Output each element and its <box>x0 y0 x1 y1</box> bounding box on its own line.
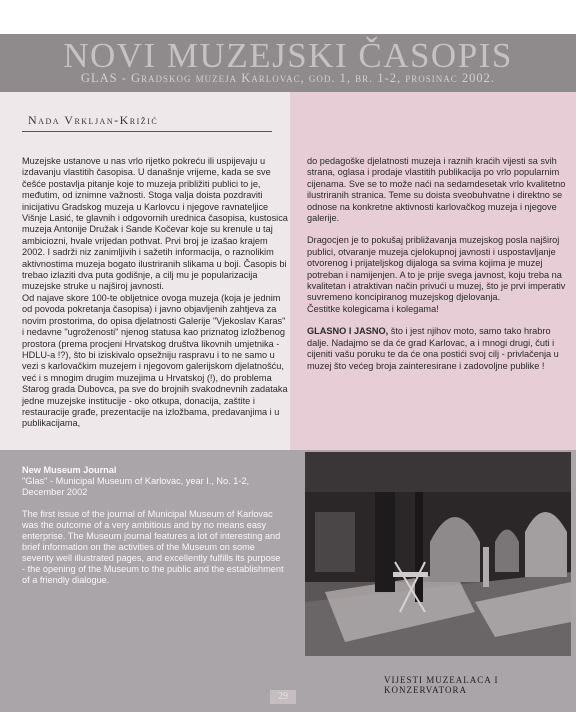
page-number: 29 <box>270 690 296 704</box>
page-subtitle: GLAS - Gradskog muzeja Karlovac, god. 1, br. 1-2, prosinac 2002. <box>80 71 496 85</box>
paragraph: Muzejske ustanove u nas vrlo rijetko pokreću ili uspijevaju u izdavanju vlastitih časopisa. U današnje vrijeme, kada se sve češće postavlja pitanje koje to muzeja približiti publici to je, međutim, od iznimne važnosti. Stoga valja doista pozdraviti inicijativu Gradskog muzeja u Karlovcu i njegove ravnateljice Višnje Lasić, te glavnih i odgovornih urednica časopisa, kustosica muzeja Antonije Družak i Sande Kočevar koje su krenule u taj ambiciozni, hvale vrijedan pothvat. Prvi broj je izašao krajem 2002. I sadrži niz zanimljivih i sažetih informacija, o raznolikim aktivnostima muzeja bogato ilustriranih slikama u boji. Časopis bi trebao izlaziti dva puta godišnje, a cilj mu je popularizacija muzejske struke u najširoj javnosti. <box>22 156 288 292</box>
article-column-1 <box>22 156 288 430</box>
paragraph: Od najave skore 100-te obljetnice ovoga muzeja (koja je jednim od povoda pokretanja časopisa) i javno objavljenih zahtjeva za novim prostorima, do opisa djelatnosti Galerije "Vjekoslav Karas" i nedavne "ugroženosti" njenog statusa kao priznatog izložbenog prostora (prema procjeni Hrvatskog društva likovnih umjetnika - HDLU-a !?), što bi iziskivalo opsežniju raspravu i to ne samo u vezi s karlovačkim muzejem i njegovom galerijskom djelatnošću, već i s mnogim drugim muzejima u Hrvatskoj (!), do problema Starog grada Dubovca, pa sve do brojnih svakodnevnih zadataka jedne muzejske institucije - oko otkupa, donacija, zaštite i restauracije građe, prezentacije na izložbama, predavanjima i u publikacijama, <box>22 292 288 429</box>
english-summary <box>22 465 284 586</box>
author-name: Nada Vrkljan-Križić <box>28 113 159 127</box>
footer-section-name: VIJESTI MUZEALACA I KONZERVATORA <box>384 675 499 695</box>
gallery-interior-image <box>305 452 571 656</box>
paragraph-text: što i jest njihov moto, samo tako hrabro dalje. Nadajmo se da će grad Karlovac, a i mnogi drugi, čuti i cijeniti vašu poruku te da će ona postići svoj cilj - privlačenja u muzej što većeg broja zainteresirane i zadovoljne publike ! <box>307 326 559 371</box>
paragraph: Dragocjen je to pokušaj približavanja muzejskog posla najširoj publici, otvaranje muzeja cjelokupnoj javnosti i uspostavljanje otvorenog i prijateljskog dijaloga sa svima kojima je muzej potreban i namijenjen. A to je prije svega javnost, koju treba na kvalitetan i atraktivan način privući u muzej, što je prvi imperativ suvremeno koncipiranog muzejskog djelovanja. <box>307 235 566 303</box>
gallery-photo <box>305 452 571 656</box>
page-title: NOVI MUZEJSKI ČASOPIS <box>63 36 513 75</box>
paragraph: Čestitke kolegicama i kolegama! <box>307 303 439 314</box>
summary-heading: New Museum Journal <box>22 465 117 475</box>
article-column-2 <box>307 156 569 372</box>
top-margin <box>0 0 576 34</box>
summary-source: "Glas" - Municipal Museum of Karlovac, year I., No. 1-2, December 2002 <box>22 476 250 497</box>
bold-lead: GLASNO I JASNO, <box>307 326 389 337</box>
paragraph <box>307 326 569 372</box>
author-divider <box>22 131 272 132</box>
summary-body: The first issue of the journal of Municipal Museum of Karlovac was the outcome of a very ambitious and by no means easy enterprise. The Museum journal features a lot of interesting and brief information on the activities of the Museum on some seventy well illustrated pages, and excellently fulfills its purpose - the opening of the Museum to the public and the establishment of a friendly dialogue. <box>22 509 284 585</box>
paragraph: do pedagoške djelatnosti muzeja i raznih kraćih vijesti sa svih strana, oglasa i prodaje vlastitih publikacija po vrlo popularnim cijenama. Sve se to može naći na sedamdesetak vrlo kvalitetno ilustriranih stranica. Teme su doista sveobuhvatne i direktno se odnose na konkretne aktivnosti karlovačkog muzeja i njegove galerije. <box>307 156 566 224</box>
